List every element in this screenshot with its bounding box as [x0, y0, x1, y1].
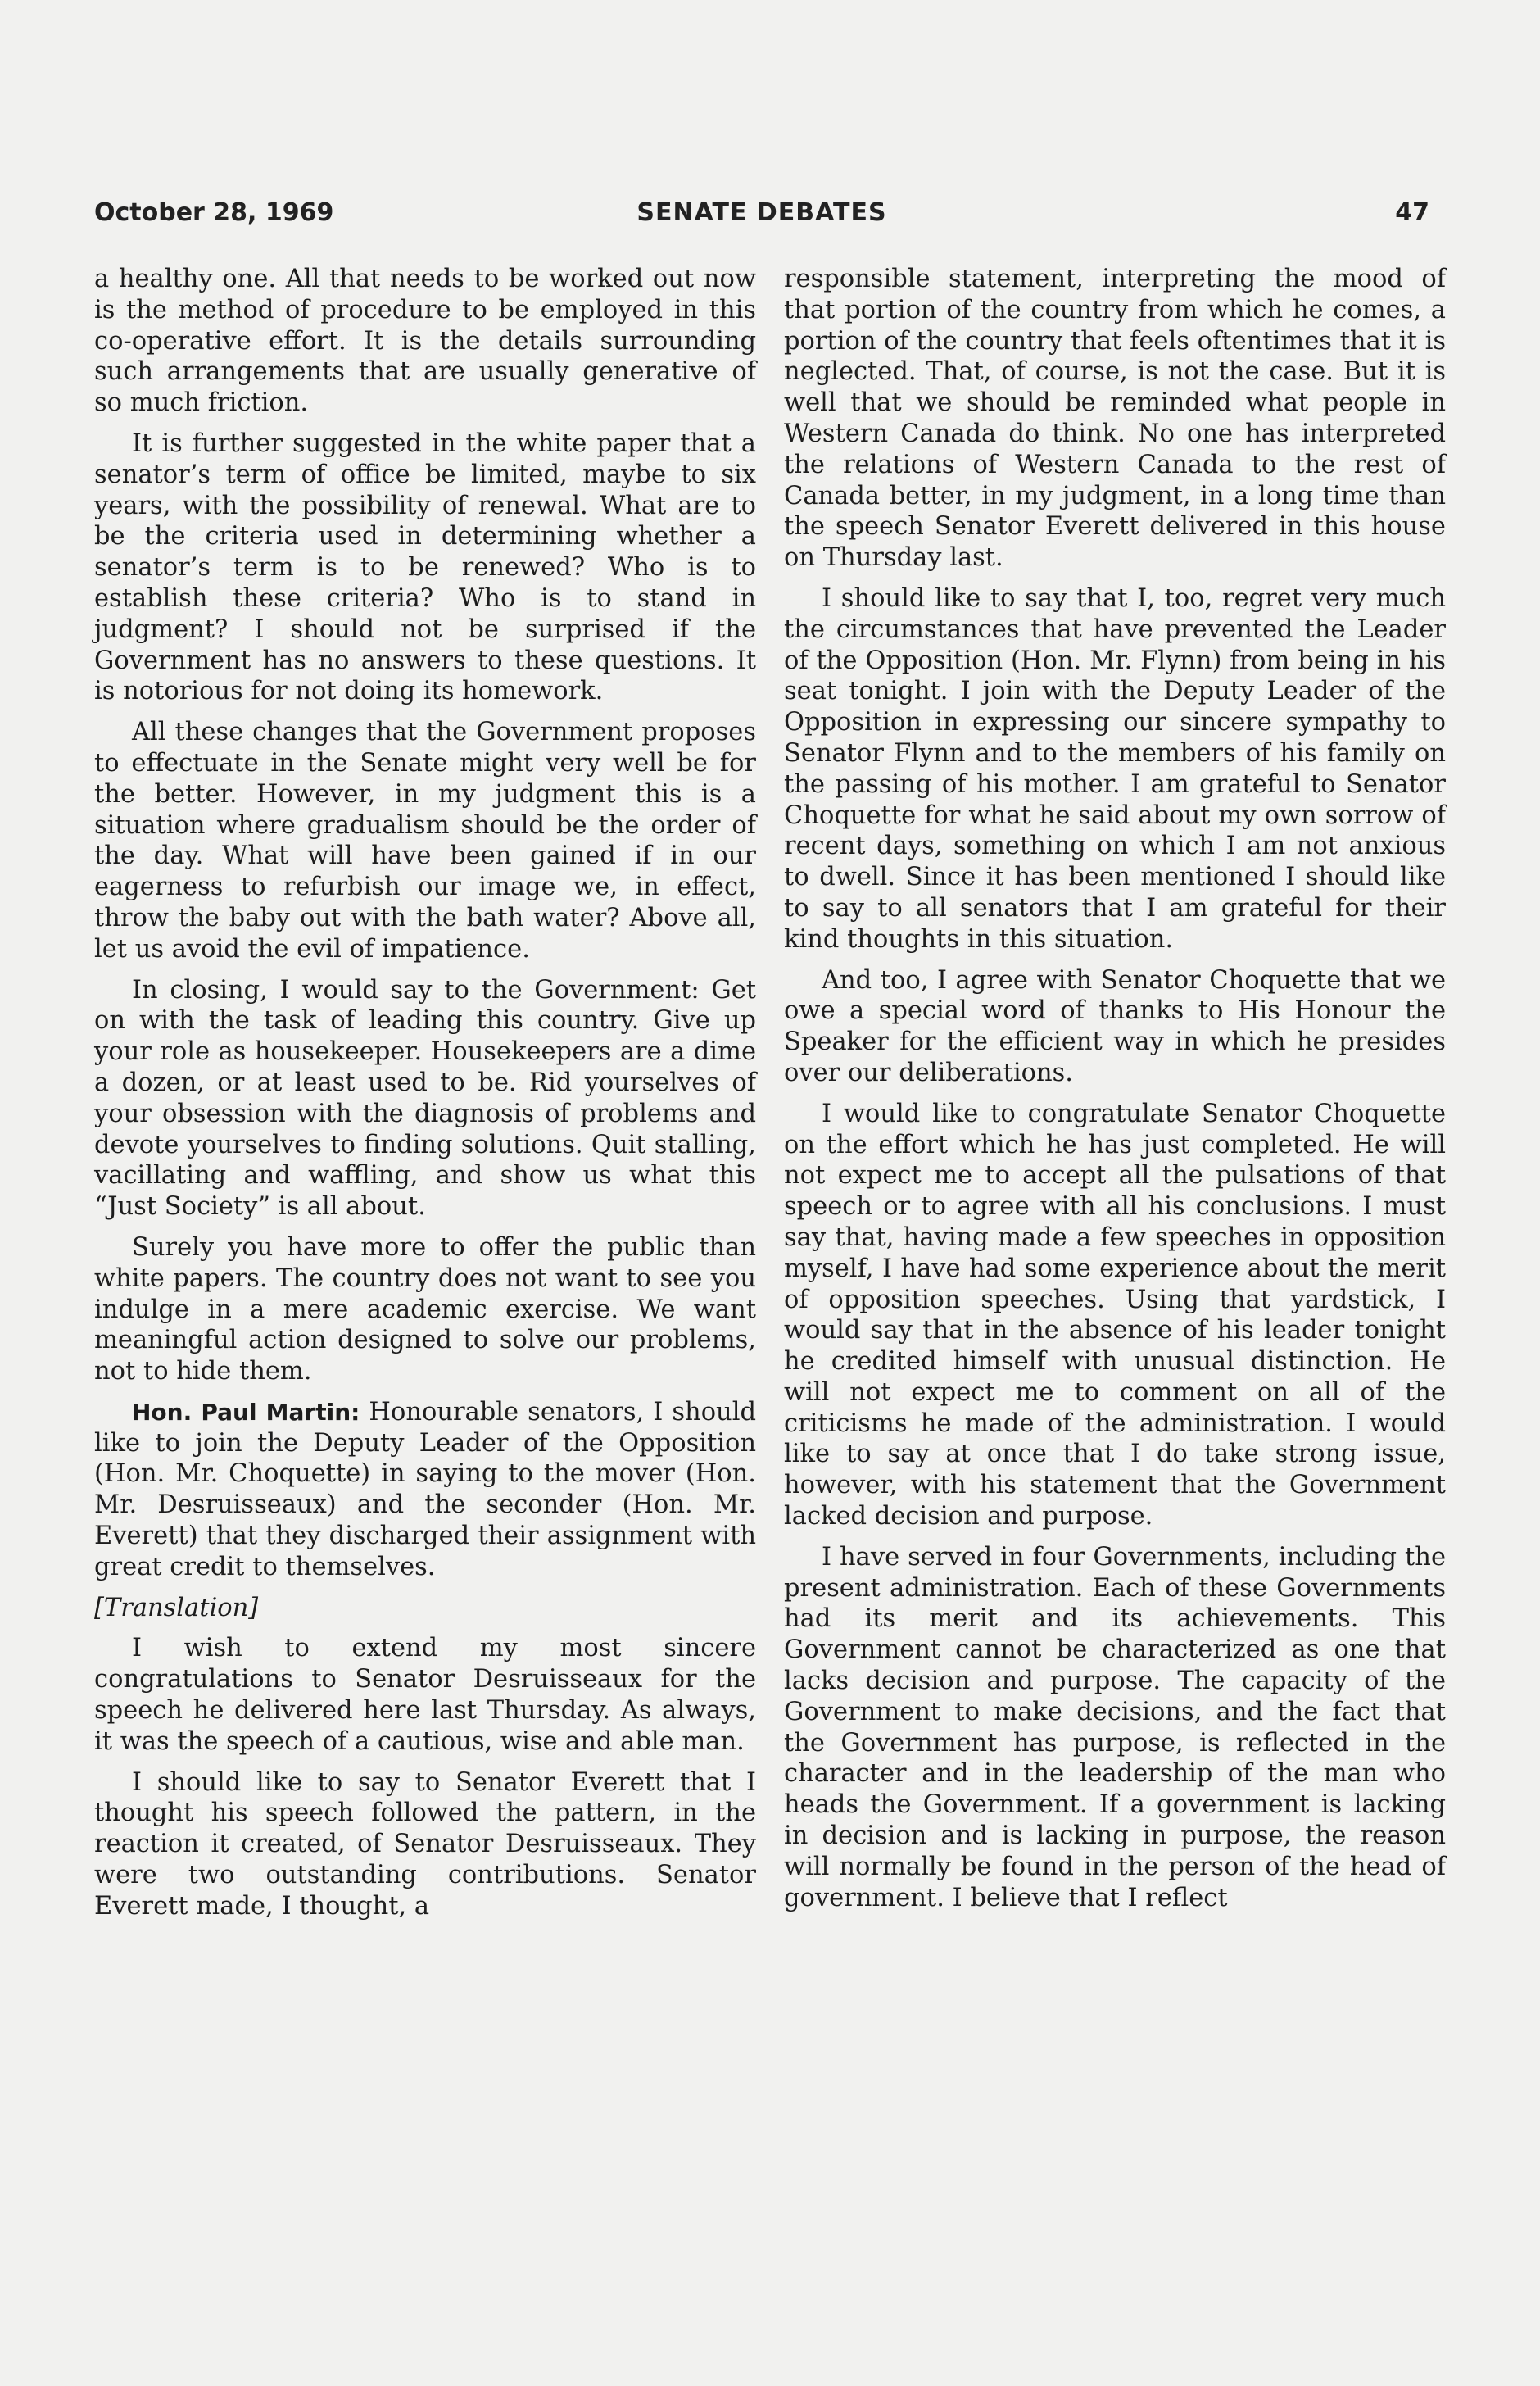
header-date: October 28, 1969: [94, 198, 334, 227]
paragraph: I should like to say to Senator Everett that I thought his speech followed the pattern, in the reaction it created, of Senator Desruisseaux. They were two outstanding contributions. Senator Everett made, I thought, a: [94, 1767, 756, 1921]
header-title: SENATE DEBATES: [636, 198, 887, 227]
left-column: [94, 264, 756, 1932]
translation-label: [Translation]: [94, 1593, 259, 1622]
paragraph: responsible statement, interpreting the mood of that portion of the country from which he comes, a portion of the country that feels oftentimes that it is neglected. That, of course, is not the case. But it is well that we should be reminded what people in Western Canada do think. No one has interpreted the relations of Western Canada to the rest of Canada better, in my judgment, in a long time than the speech Senator Everett delivered in this house on Thursday last.: [784, 265, 1446, 573]
paragraph: a healthy one. All that needs to be worked out now is the method of procedure to be employed in this co-operative effort. It is the details surrounding such arrangements that are usually generative of so much friction.: [94, 265, 756, 418]
paragraph: It is further suggested in the white paper that a senator’s term of office be limited, maybe to six years, with the possibility of renewal. What are to be the criteria used in determining whether a senator’s term is to be renewed? Who is to establish these criteria? Who is to stand in judgment? I should not be surprised if the Government has no answers to these questions. It is notorious for not doing its homework.: [94, 429, 756, 706]
paragraph: All these changes that the Government proposes to effectuate in the Senate might very well be for the better. However, in my judgment this is a situation where gradualism should be the order of the day. What will have been gained if in our eagerness to refurbish our image we, in effect, throw the baby out with the bath water? Above all, let us avoid the evil of impatience.: [94, 718, 756, 964]
speaker-text: Honourable senators, I should like to join the Deputy Leader of the Opposition (Hon. Mr. Choquette) in saying to the mover (Hon. Mr. Desruisseaux) and the seconder (Hon. Mr. Everett) that they discharged their assignment with great credit to themselves.: [94, 1397, 756, 1581]
paragraph: I have served in four Governments, including the present administration. Each of these Governments had its merit and its achievements. This Government cannot be characterized as one that lacks decision and purpose. The capacity of the Government to make decisions, and the fact that the Government has purpose, is reflected in the character and in the leadership of the man who heads the Government. If a government is lacking in decision and is lacking in purpose, the reason will normally be found in the person of the head of government. I believe that I reflect: [784, 1542, 1446, 1912]
paragraph: I wish to extend my most sincere congratulations to Senator Desruisseaux for the speech he delivered here last Thursday. As always, it was the speech of a cautious, wise and able man.: [94, 1634, 756, 1756]
paragraph: In closing, I would say to the Government: Get on with the task of leading this country. Give up your role as housekeeper. Housekeepers are a dime a dozen, or at least used to be. Rid yourselves of your obsession with the diagnosis of problems and devote yourselves to finding solutions. Quit stalling, vacillating and waffling, and show us what this “Just Society” is all about.: [94, 975, 756, 1222]
paragraph: I should like to say that I, too, regret very much the circumstances that have prevented the Leader of the Opposition (Hon. Mr. Flynn) from being in his seat tonight. I join with the Deputy Leader of the Opposition in expressing our sincere sympathy to Senator Flynn and to the members of his family on the passing of his mother. I am grateful to Senator Choquette for what he said about my own sorrow of recent days, something on which I am not anxious to dwell. Since it has been mentioned I should like to say to all senators that I am grateful for their kind thoughts in this situation.: [784, 583, 1446, 954]
right-column: [784, 264, 1446, 1923]
paragraph: Surely you have more to offer the public than white papers. The country does not want to see you indulge in a mere academic exercise. We want meaningful action designed to solve our problems, not to hide them.: [94, 1232, 756, 1386]
paragraph: And too, I agree with Senator Choquette that we owe a special word of thanks to His Honour the Speaker for the efficient way in which he presides over our deliberations.: [784, 965, 1446, 1087]
page-header: [94, 198, 1429, 239]
page-number: 47: [1395, 198, 1429, 227]
paragraph: I would like to congratulate Senator Choquette on the effort which he has just completed. He will not expect me to accept all the pulsations of that speech or to agree with all his conclusions. I must say that, having made a few speeches in opposition myself, I have had some experience about the merit of opposition speeches. Using that yardstick, I would say that in the absence of his leader tonight he credited himself with unusual distinction. He will not expect me to comment on all of the criticisms he made of the administration. I would like to say at once that I do take strong issue, however, with his statement that the Government lacked decision and purpose.: [784, 1099, 1446, 1531]
speaker-paragraph: [94, 1397, 756, 1583]
speaker-name: Hon. Paul Martin:: [132, 1398, 360, 1426]
